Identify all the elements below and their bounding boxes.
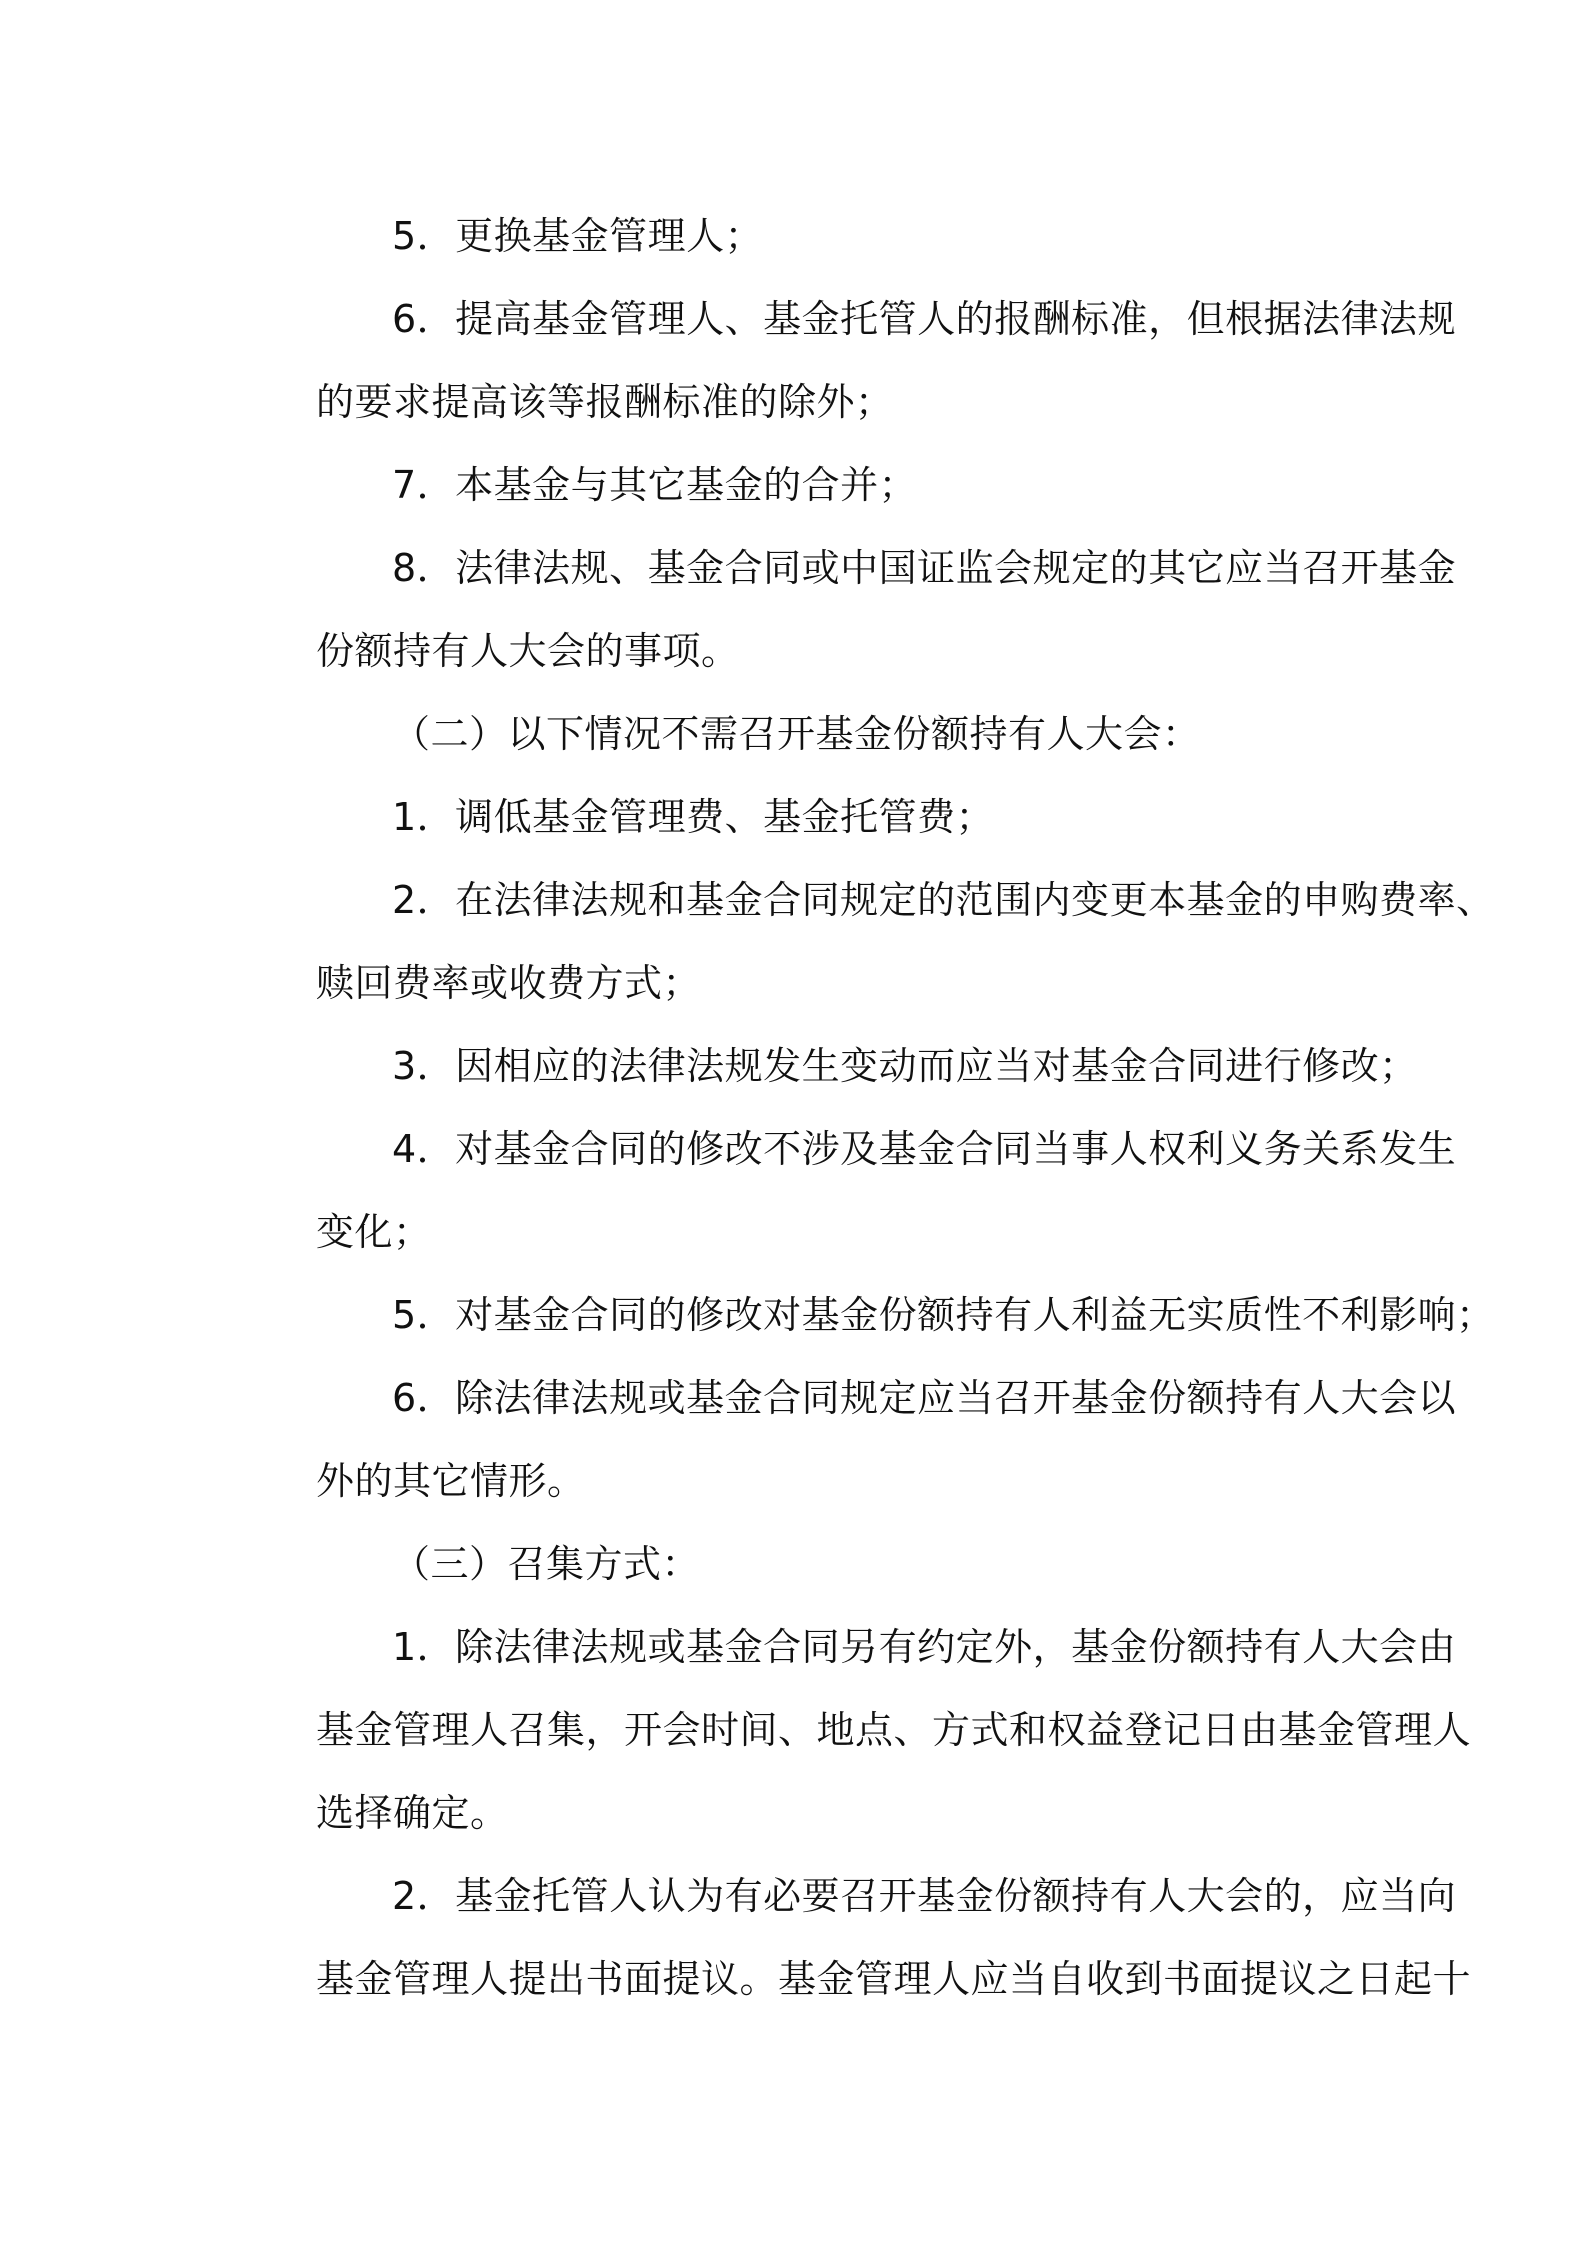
paragraph-raise-fees — [240, 278, 1457, 444]
paragraph-change-rates — [240, 859, 1495, 1025]
paragraph-line: 份额持有人大会的事项。 — [316, 629, 740, 673]
paragraph-line: 2．基金托管人认为有必要召开基金份额持有人大会的，应当向 — [392, 1874, 1457, 1918]
section-heading: （三）召集方式： — [392, 1542, 701, 1586]
section-heading-convening — [240, 1523, 1370, 1606]
section-heading: （二）以下情况不需召开基金份额持有人大会： — [392, 712, 1201, 756]
paragraph-line: 的要求提高该等报酬标准的除外； — [316, 380, 894, 424]
paragraph-other-situations — [240, 1357, 1457, 1523]
paragraph-line: 5．对基金合同的修改对基金份额持有人利益无实质性不利影响； — [392, 1293, 1495, 1337]
paragraph-line: 5．更换基金管理人； — [392, 214, 764, 258]
paragraph-line: 6．提高基金管理人、基金托管人的报酬标准，但根据法律法规 — [392, 297, 1457, 341]
paragraph-line: 基金管理人召集，开会时间、地点、方式和权益登记日由基金管理人 — [316, 1708, 1472, 1752]
paragraph-other-matters — [240, 527, 1457, 693]
paragraph-line: 选择确定。 — [316, 1791, 509, 1835]
paragraph-line: 1．除法律法规或基金合同另有约定外，基金份额持有人大会由 — [392, 1625, 1457, 1669]
paragraph-line: 3．因相应的法律法规发生变动而应当对基金合同进行修改； — [392, 1044, 1418, 1088]
paragraph-line: 6．除法律法规或基金合同规定应当召开基金份额持有人大会以 — [392, 1376, 1457, 1420]
paragraph-no-rights-change — [240, 1108, 1457, 1274]
paragraph-lower-fees — [240, 776, 1370, 859]
paragraph-line: 外的其它情形。 — [316, 1459, 586, 1503]
paragraph-line: 2．在法律法规和基金合同规定的范围内变更本基金的申购费率、 — [392, 878, 1495, 922]
paragraph-line: 1．调低基金管理费、基金托管费； — [392, 795, 995, 839]
paragraph-line: 4．对基金合同的修改不涉及基金合同当事人权利义务关系发生 — [392, 1127, 1457, 1171]
section-heading-no-meeting — [240, 693, 1370, 776]
paragraph-manager-convenes — [240, 1606, 1472, 1855]
paragraph-line: 赎回费率或收费方式； — [316, 961, 702, 1005]
paragraph-line: 7．本基金与其它基金的合并； — [392, 463, 918, 507]
paragraph-law-change — [240, 1025, 1418, 1108]
paragraph-no-adverse-impact — [240, 1274, 1495, 1357]
paragraph-custodian-proposal — [240, 1855, 1472, 2021]
paragraph-line: 变化； — [316, 1210, 432, 1254]
document-body — [240, 195, 1495, 2021]
paragraph-line: 8．法律法规、基金合同或中国证监会规定的其它应当召开基金 — [392, 546, 1457, 590]
paragraph-line: 基金管理人提出书面提议。基金管理人应当自收到书面提议之日起十 — [316, 1957, 1472, 2001]
paragraph-replace-manager — [240, 195, 1370, 278]
paragraph-merger — [240, 444, 1370, 527]
